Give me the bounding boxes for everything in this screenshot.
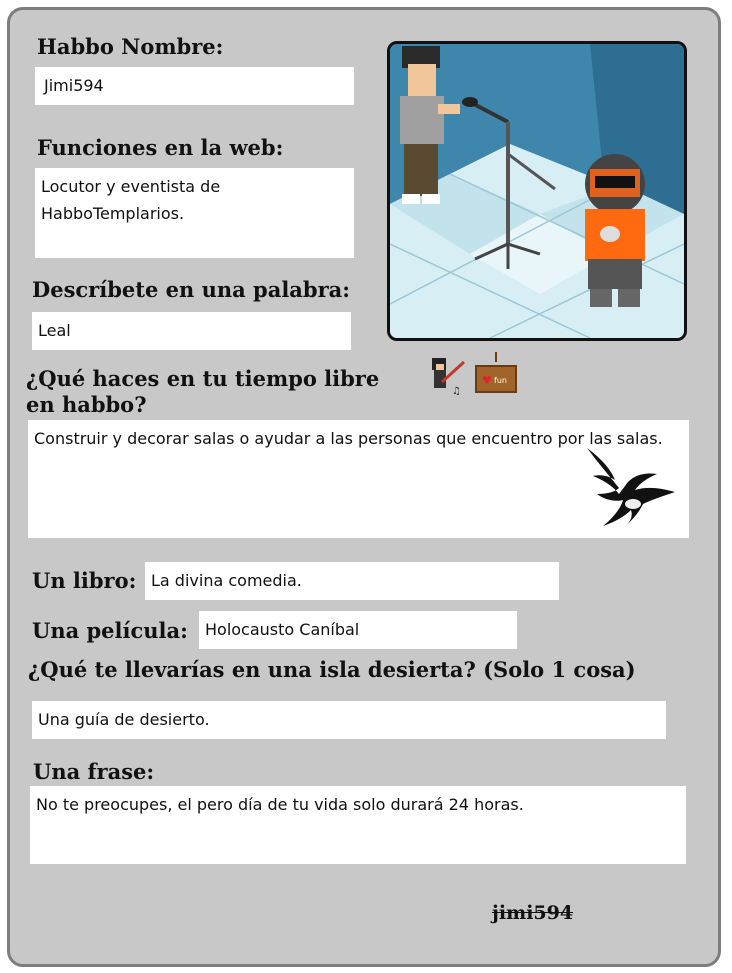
functions-label: Funciones en la web: (37, 135, 284, 160)
dark-angel-icon (585, 446, 677, 534)
svg-text:♫: ♫ (452, 386, 461, 397)
svg-text:♥: ♥ (482, 374, 492, 387)
movie-label: Una película: (32, 618, 188, 643)
avatar-room-picture (387, 41, 687, 341)
phrase-field: No te preocupes, el pero día de tu vida solo durará 24 horas. (30, 786, 686, 864)
habbo-name-field: Jimi594 (35, 67, 354, 105)
one-word-field: Leal (32, 312, 351, 350)
svg-text:fun: fun (494, 376, 507, 385)
functions-field: Locutor y eventista de HabboTemplarios. (35, 168, 354, 258)
signature: jimi594 (492, 902, 574, 924)
movie-field: Holocausto Caníbal (199, 611, 517, 649)
room-scene-image (390, 44, 684, 338)
badges (424, 352, 524, 400)
book-label: Un libro: (32, 568, 137, 593)
phrase-label: Una frase: (33, 759, 155, 784)
avatar-right-icon (585, 154, 645, 307)
guitar-badge-icon (432, 358, 464, 397)
one-word-label: Descríbete en una palabra: (32, 277, 351, 302)
habbo-name-label: Habbo Nombre: (37, 34, 224, 59)
free-time-field (28, 420, 689, 538)
island-label: ¿Qué te llevarías en una isla desierta? (Solo 1 cosa) (28, 657, 636, 682)
love-sign-badge-icon (476, 352, 516, 392)
free-time-text: Construir y decorar salas o ayudar a las personas que encuentro por las salas. (34, 429, 663, 448)
island-field: Una guía de desierto. (32, 701, 666, 739)
book-field: La divina comedia. (145, 562, 559, 600)
free-time-label: ¿Qué haces en tu tiempo libre en habbo? (26, 366, 380, 417)
